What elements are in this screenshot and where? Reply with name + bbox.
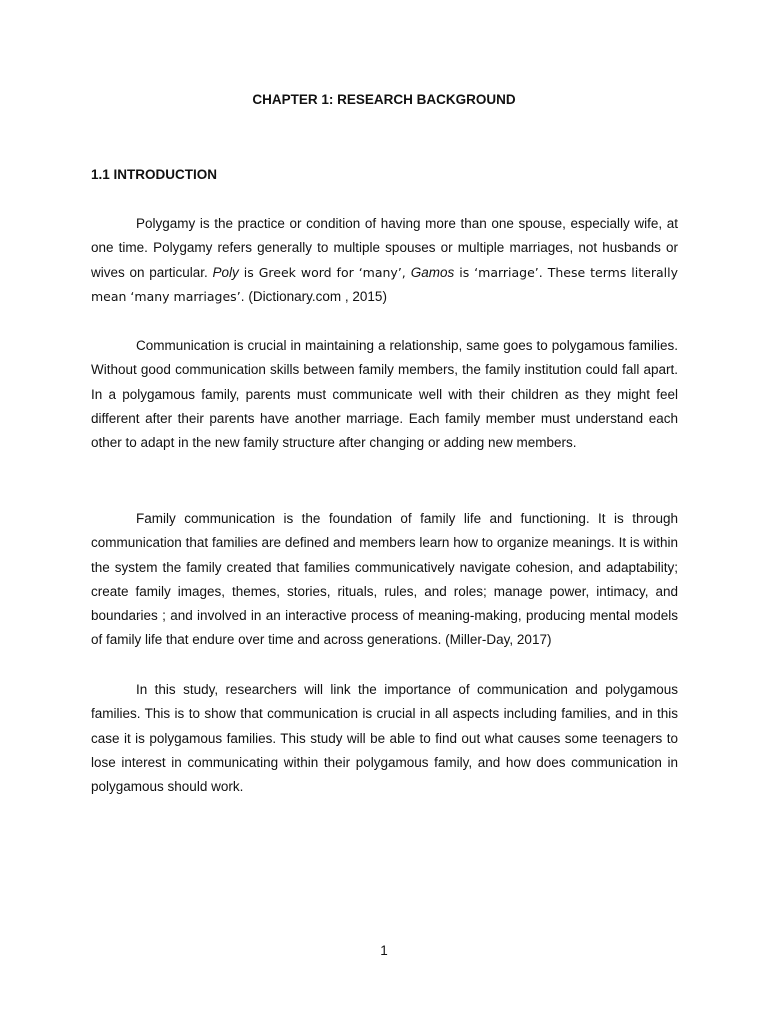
paragraph-text: is ‘marriage’. These terms literally mean ‘many marriages’.: [91, 264, 678, 304]
term-poly: Poly: [212, 264, 239, 280]
citation: (Dictionary.com , 2015): [244, 288, 387, 304]
page-number: 1: [380, 943, 388, 958]
chapter-title: CHAPTER 1: RESEARCH BACKGROUND: [252, 92, 516, 107]
paragraph-polygamy-definition: [91, 212, 678, 309]
paragraph-study-purpose: In this study, researchers will link the importance of communication and polygamous families. This is to show that communication is crucial in all aspects including families, and in this case it is polygamous families. This study will be able to find out what causes some teenagers to lose interest in communicating within their polygamous family, and how does communication in polygamous should work.: [91, 682, 678, 795]
section-heading: 1.1 INTRODUCTION: [91, 167, 218, 182]
paragraph-text: is Greek word for ‘many’,: [238, 264, 411, 280]
paragraph-text: Polygamy is the practice or condition of having more than one spouse, especially wife, at one time. Polygamy refers generally to multiple spouses or multiple marriages, not husbands or wives on particular.: [91, 216, 678, 280]
paragraph-family-communication: Family communication is the foundation of family life and functioning. It is through communication that families are defined and members learn how to organize meanings. It is within the system the family created that families communicatively navigate cohesion, and adaptability; create family images, themes, stories, rituals, rules, and roles; manage power, intimacy, and boundaries ; and involved in an interactive process of meaning-making, producing mental models of family life that endure over time and across generations. (Miller-Day, 2017): [91, 511, 678, 648]
paragraph-communication: Communication is crucial in maintaining a relationship, same goes to polygamous families. Without good communication skills between family members, the family institution could fall apart. In a polygamous family, parents must communicate well with their children as they might feel different after their parents have another marriage. Each family member must understand each other to adapt in the new family structure after changing or adding new members.: [91, 338, 678, 451]
term-gamos: Gamos: [410, 264, 455, 280]
